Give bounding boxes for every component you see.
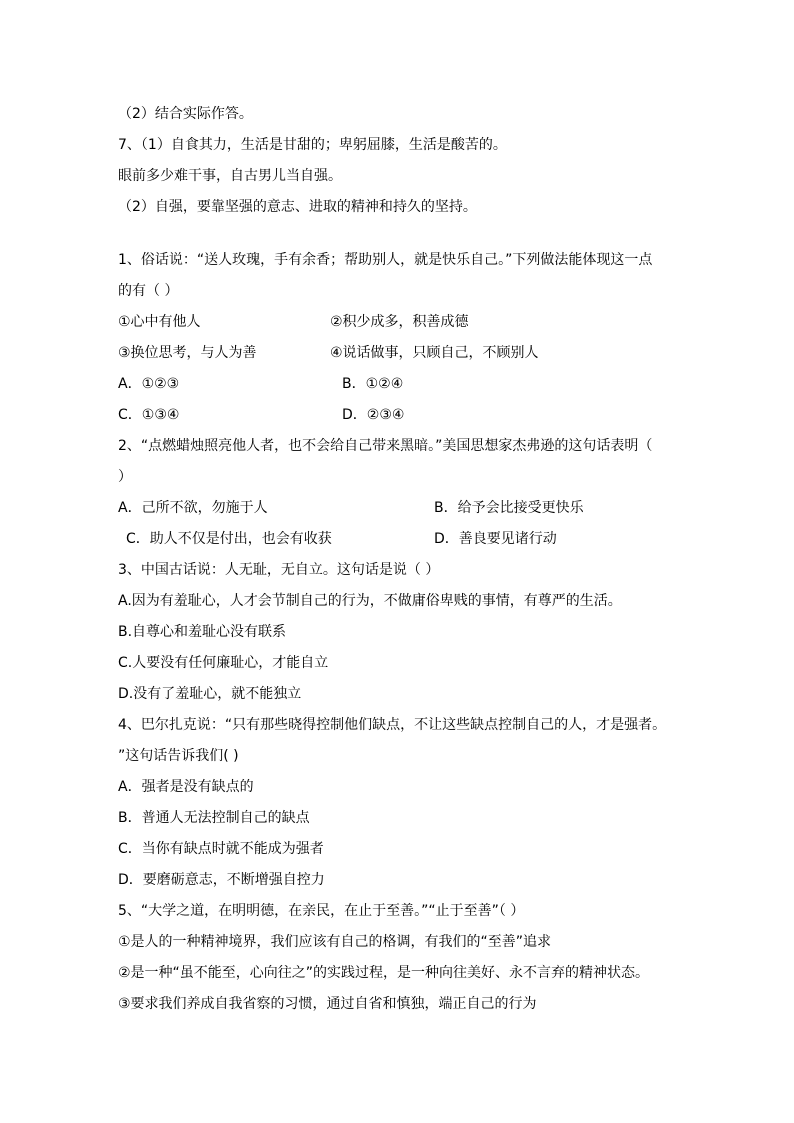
question-4-option-a: A．强者是没有缺点的 (118, 779, 254, 795)
question-4-option-d: D．要磨砺意志，不断增强自控力 (118, 872, 325, 888)
question-2-option-a: A．己所不欲，勿施于人 (118, 500, 268, 516)
answer-7-1: 7、（1）自食其力，生活是甘甜的；卑躬屈膝，生活是酸苦的。 (118, 137, 507, 153)
question-3-option-c: C.人要没有任何廉耻心，才能自立 (118, 655, 329, 671)
question-1-statement-2: ②积少成多，积善成德 (330, 314, 469, 330)
question-2-stem-continued: ） (118, 469, 132, 485)
question-3-option-d: D.没有了羞耻心，就不能独立 (118, 686, 302, 702)
question-1-option-c: C．①③④ (118, 407, 180, 423)
question-1-option-d: D．②③④ (342, 407, 405, 423)
answer-6-2: （2）结合实际作答。 (118, 106, 253, 122)
question-1-option-b: B．①②④ (342, 376, 404, 392)
question-3-option-b: B.自尊心和羞耻心没有联系 (118, 624, 287, 640)
question-2-stem: 2、“点燃蜡烛照亮他人者，也不会给自己带来黑暗。”美国思想家杰弗逊的这句话表明（ (118, 438, 653, 454)
question-2-option-c: C．助人不仅是付出，也会有收获 (126, 531, 332, 547)
question-5-stem: 5、“大学之道，在明明德，在亲民，在止于至善。”“止于至善”（ ） (118, 903, 525, 919)
question-4-stem: 4、巴尔扎克说：“只有那些晓得控制他们缺点，不让这些缺点控制自己的人，才是强者。 (118, 717, 667, 733)
question-1-stem: 1、俗话说：“送人玫瑰，手有余香；帮助别人，就是快乐自己。”下列做法能体现这一点 (118, 252, 653, 268)
answer-7-1-continued: 眼前多少难干事，自古男儿当自强。 (118, 168, 342, 184)
question-2-option-b: B．给予会比接受更快乐 (434, 500, 584, 516)
question-3-option-a: A.因为有羞耻心，人才会节制自己的行为，不做庸俗卑贱的事情，有尊严的生活。 (118, 593, 622, 609)
question-1-option-a: A．①②③ (118, 376, 180, 392)
question-5-statement-1: ①是人的一种精神境界，我们应该有自己的格调，有我们的“至善”追求 (118, 934, 552, 950)
question-1-statement-1: ①心中有他人 (118, 314, 201, 330)
question-1-statement-4: ④说话做事，只顾自己，不顾别人 (330, 345, 539, 361)
answer-7-2: （2）自强，要靠坚强的意志、进取的精神和持久的坚持。 (118, 199, 477, 215)
question-4-option-b: B．普通人无法控制自己的缺点 (118, 810, 310, 826)
question-5-statement-3: ③要求我们养成自我省察的习惯，通过自省和慎独，端正自己的行为 (118, 996, 537, 1012)
question-3-stem: 3、中国古话说：人无耻，无自立。这句话是说（ ） (118, 562, 440, 578)
question-2-option-d: D．善良要见诸行动 (434, 531, 557, 547)
question-1-stem-continued: 的有（ ） (118, 283, 179, 299)
question-1-statement-3: ③换位思考，与人为善 (118, 345, 257, 361)
question-4-option-c: C．当你有缺点时就不能成为强者 (118, 841, 324, 857)
question-4-stem-continued: ”这句话告诉我们( ) (118, 748, 239, 764)
question-5-statement-2: ②是一种“虽不能至，心向往之”的实践过程，是一种向往美好、永不言弃的精神状态。 (118, 965, 650, 981)
